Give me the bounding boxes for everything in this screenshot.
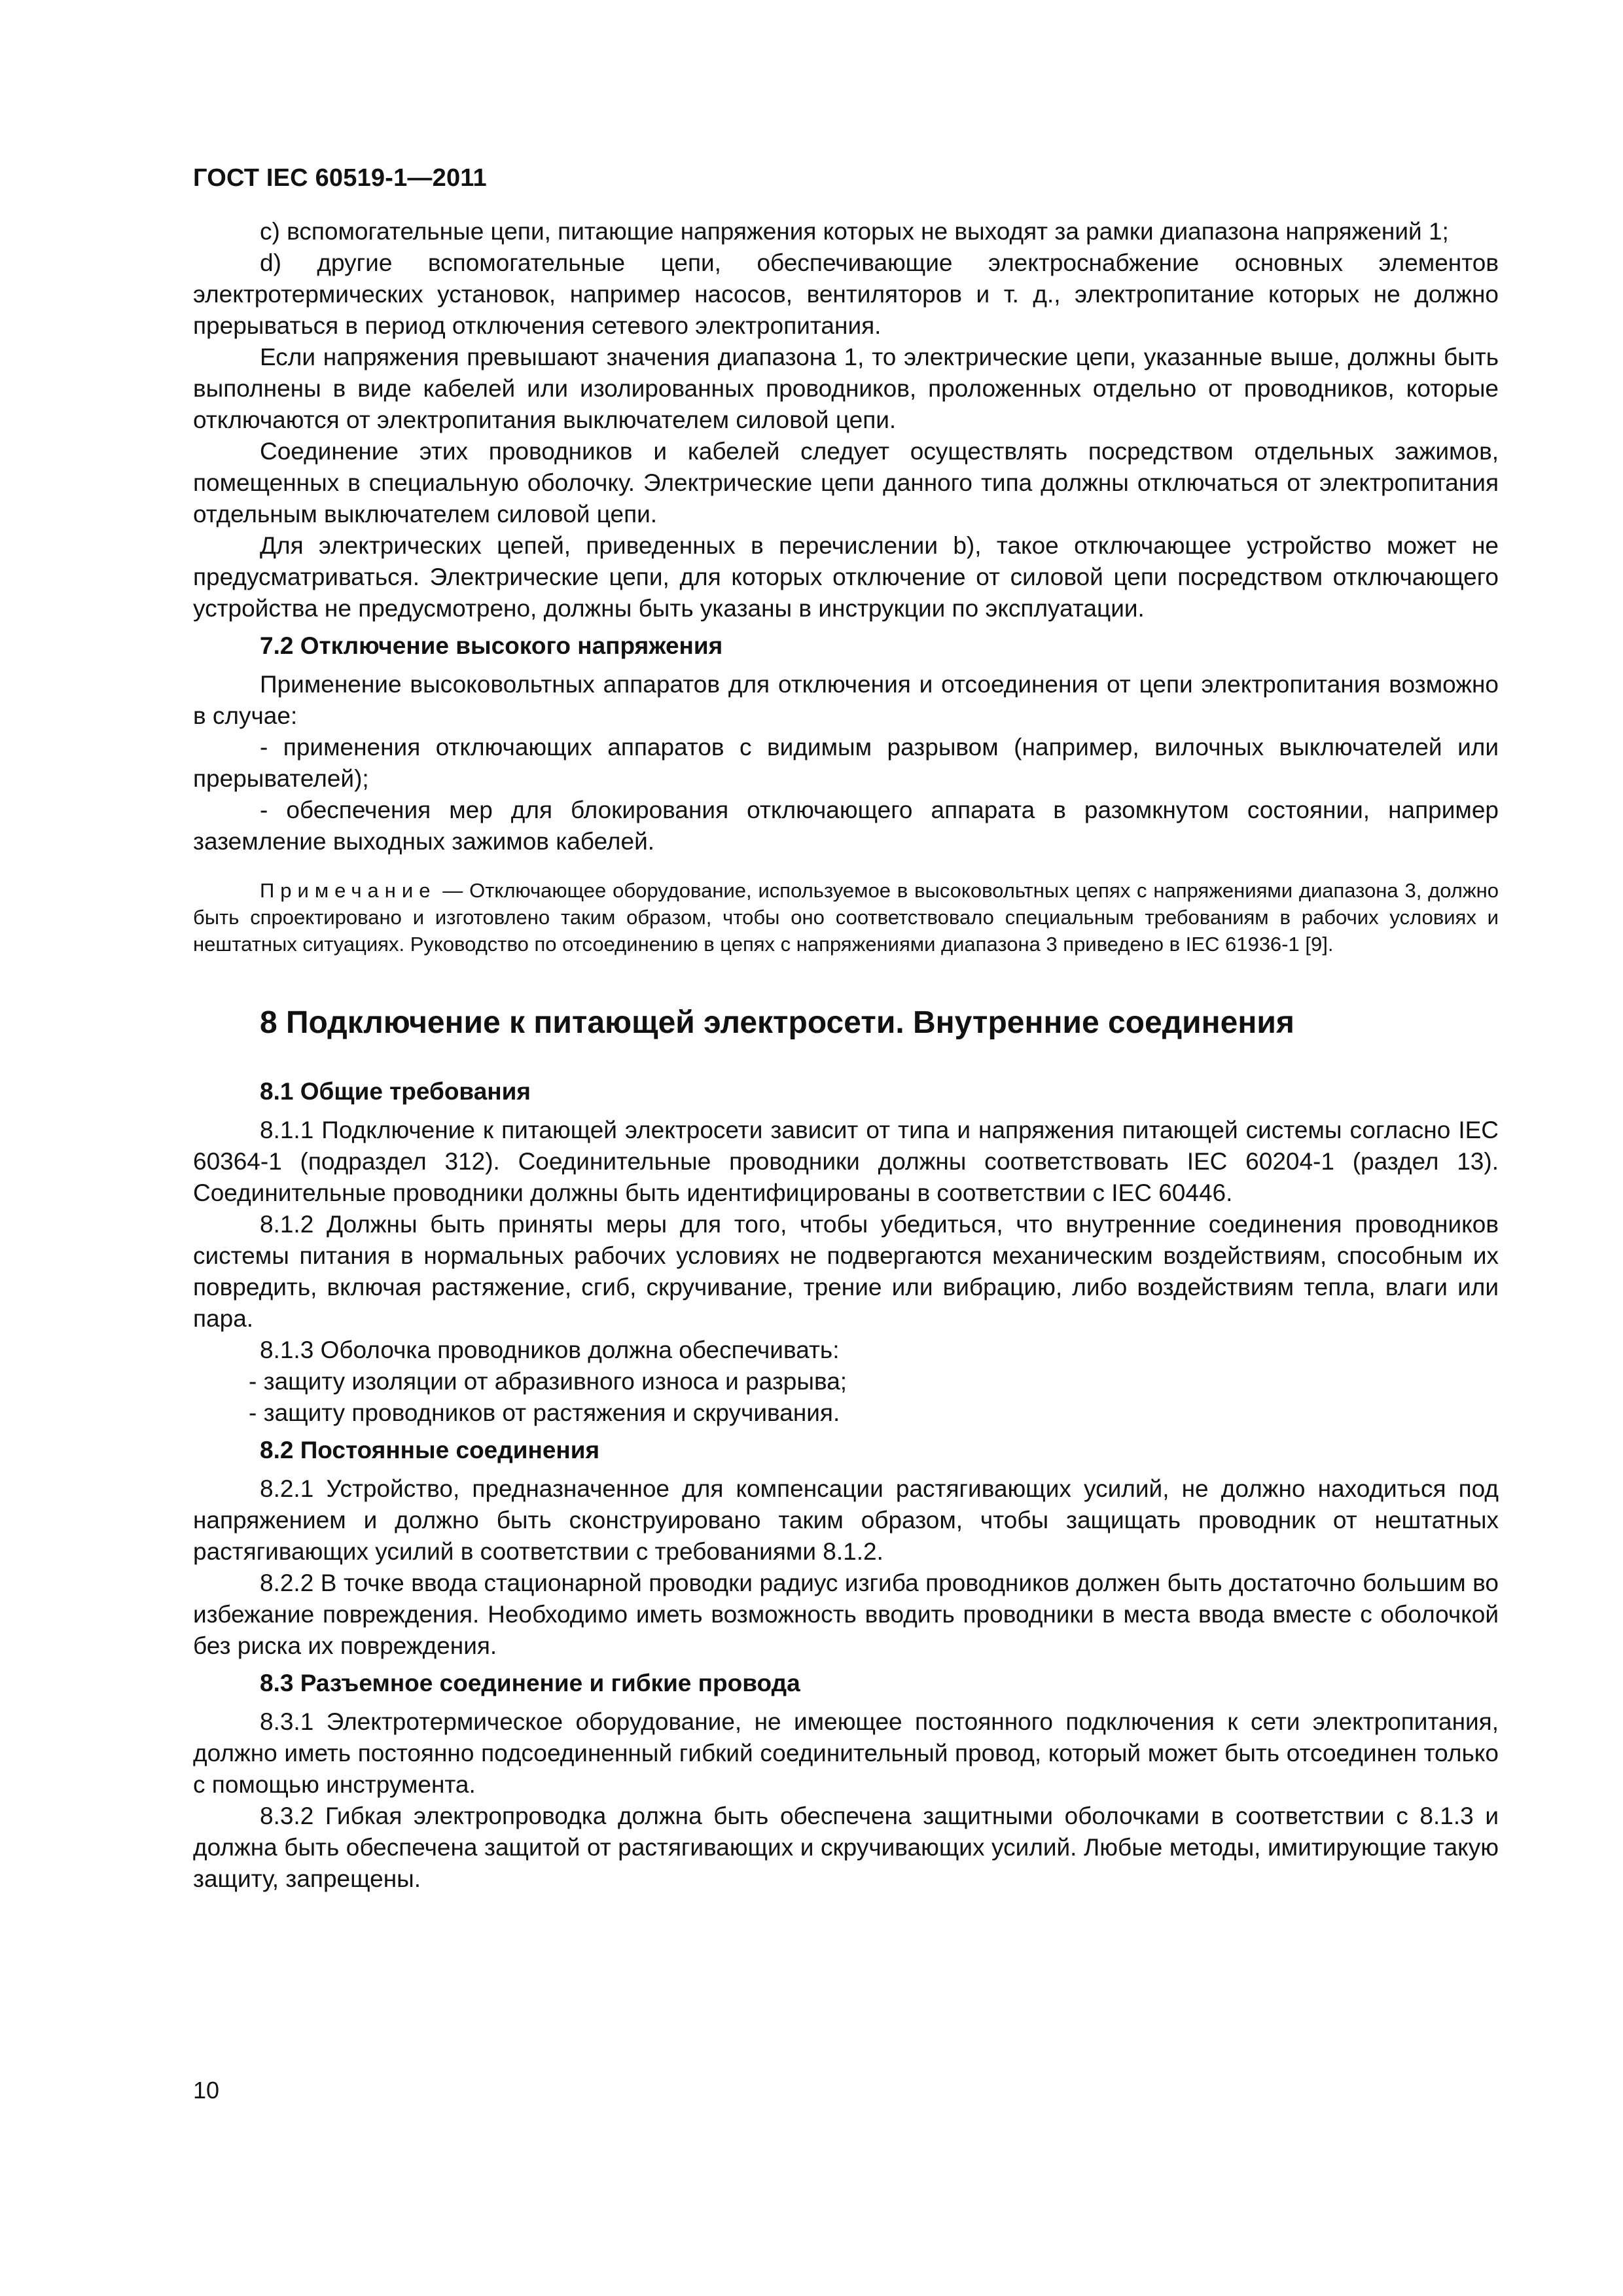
list-item: - защиту проводников от растяжения и скручивания. — [249, 1399, 840, 1426]
note-label: Примечание — [260, 879, 437, 902]
note — [193, 877, 1499, 958]
list-item: - применения отключающих аппаратов с видимым разрывом (например, вилочных выключателей или прерывателей); — [193, 734, 1499, 792]
paragraph-item-d: d) другие вспомогательные цепи, обеспечивающие электроснабжение основных элементов электротермических установок, например насосов, вентиляторов и т. д., электропитание которых не должно прерываться в период отключения сетевого электропитания. — [193, 249, 1499, 339]
paragraph-8-2-2: 8.2.2 В точке ввода стационарной проводки радиус изгиба проводников должен быть достаточно большим во избежание повреждения. Необходимо иметь возможность вводить проводники в места ввода вместе с оболочкой без риска их повреждения. — [193, 1570, 1499, 1659]
paragraph-8-1-3: 8.1.3 Оболочка проводников должна обеспечивать: — [260, 1336, 840, 1363]
subsection-heading-8-2: 8.2 Постоянные соединения — [260, 1437, 600, 1463]
paragraph-8-3-1: 8.3.1 Электротермическое оборудование, не имеющее постоянного подключения к сети электропитания, должно иметь постоянно подсоединенный гибкий соединительный провод, который может быть отсоединен только с помощью инструмента. — [193, 1708, 1499, 1798]
note-text: — Отключающее оборудование, используемое в высоковольтных цепях с напряжениями диапазона 3, должно быть спроектировано и изготовлено таким образом, чтобы оно соответствовало специальным требованиям в рабочих условиях и нештатных ситуациях. Руководство по отсоединению в цепях с напряжениями диапазона 3 приведено в IEC 61936-1 [9]. — [193, 879, 1499, 956]
subsection-heading-8-1: 8.1 Общие требования — [260, 1078, 531, 1105]
paragraph-8-2-1: 8.2.1 Устройство, предназначенное для компенсации растягивающих усилий, не должно находиться под напряжением и должно быть сконструировано таким образом, чтобы защищать проводник от нештатных растягивающих усилий в соответствии с требованиями 8.1.2. — [193, 1475, 1499, 1565]
paragraph-8-1-2: 8.1.2 Должны быть приняты меры для того, чтобы убедиться, что внутренние соединения проводников системы питания в нормальных рабочих условиях не подвергаются механическим воздействиям, способным их повредить, включая растяжение, сгиб, скручивание, трение или вибрацию, либо воздействиям тепла, влаги или пара. — [193, 1211, 1499, 1332]
page-number: 10 — [193, 2077, 220, 2104]
paragraph: Для электрических цепей, приведенных в перечислении b), такое отключающее устройство может не предусматриваться. Электрические цепи, для которых отключение от силовой цепи посредством отключающего устройства не предусмотрено, должны быть указаны в инструкции по эксплуатации. — [193, 532, 1499, 622]
paragraph-8-1-1: 8.1.1 Подключение к питающей электросети зависит от типа и напряжения питающей системы согласно IEC 60364-1 (подраздел 312). Соединительные проводники должны соответствовать IEC 60204-1 (раздел 13). Соединительные проводники должны быть идентифицированы в соответствии с IEC 60446. — [193, 1117, 1499, 1206]
paragraph-8-3-2: 8.3.2 Гибкая электропроводка должна быть обеспечена защитными оболочками в соответствии с 8.1.3 и должна быть обеспечена защитой от растягивающих и скручивающих усилий. Любые методы, имитирующие такую защиту, запрещены. — [193, 1803, 1499, 1892]
list-item: - обеспечения мер для блокирования отключающего аппарата в разомкнутом состоянии, например заземление выходных зажимов кабелей. — [193, 797, 1499, 855]
paragraph-item-c: c) вспомогательные цепи, питающие напряжения которых не выходят за рамки диапазона напряжений 1; — [260, 218, 1449, 245]
subsection-heading-7-2: 7.2 Отключение высокого напряжения — [260, 632, 723, 659]
list-item: - защиту изоляции от абразивного износа и разрыва; — [249, 1368, 847, 1395]
subsection-heading-8-3: 8.3 Разъемное соединение и гибкие провода — [260, 1670, 800, 1696]
paragraph: Если напряжения превышают значения диапазона 1, то электрические цепи, указанные выше, должны быть выполнены в виде кабелей или изолированных проводников, проложенных отдельно от проводников, которые отключаются от электропитания выключателем силовой цепи. — [193, 344, 1499, 433]
paragraph: Применение высоковольтных аппаратов для отключения и отсоединения от цепи электропитания возможно в случае: — [193, 671, 1499, 729]
page-content — [193, 162, 1499, 1895]
section-title-8: 8 Подключение к питающей электросети. Внутренние соединения — [260, 1005, 1294, 1040]
running-head: ГОСТ IEC 60519-1—2011 — [193, 164, 487, 192]
paragraph: Соединение этих проводников и кабелей следует осуществлять посредством отдельных зажимов, помещенных в специальную оболочку. Электрические цепи данного типа должны отключаться от электропитания отдельным выключателем силовой цепи. — [193, 438, 1499, 528]
